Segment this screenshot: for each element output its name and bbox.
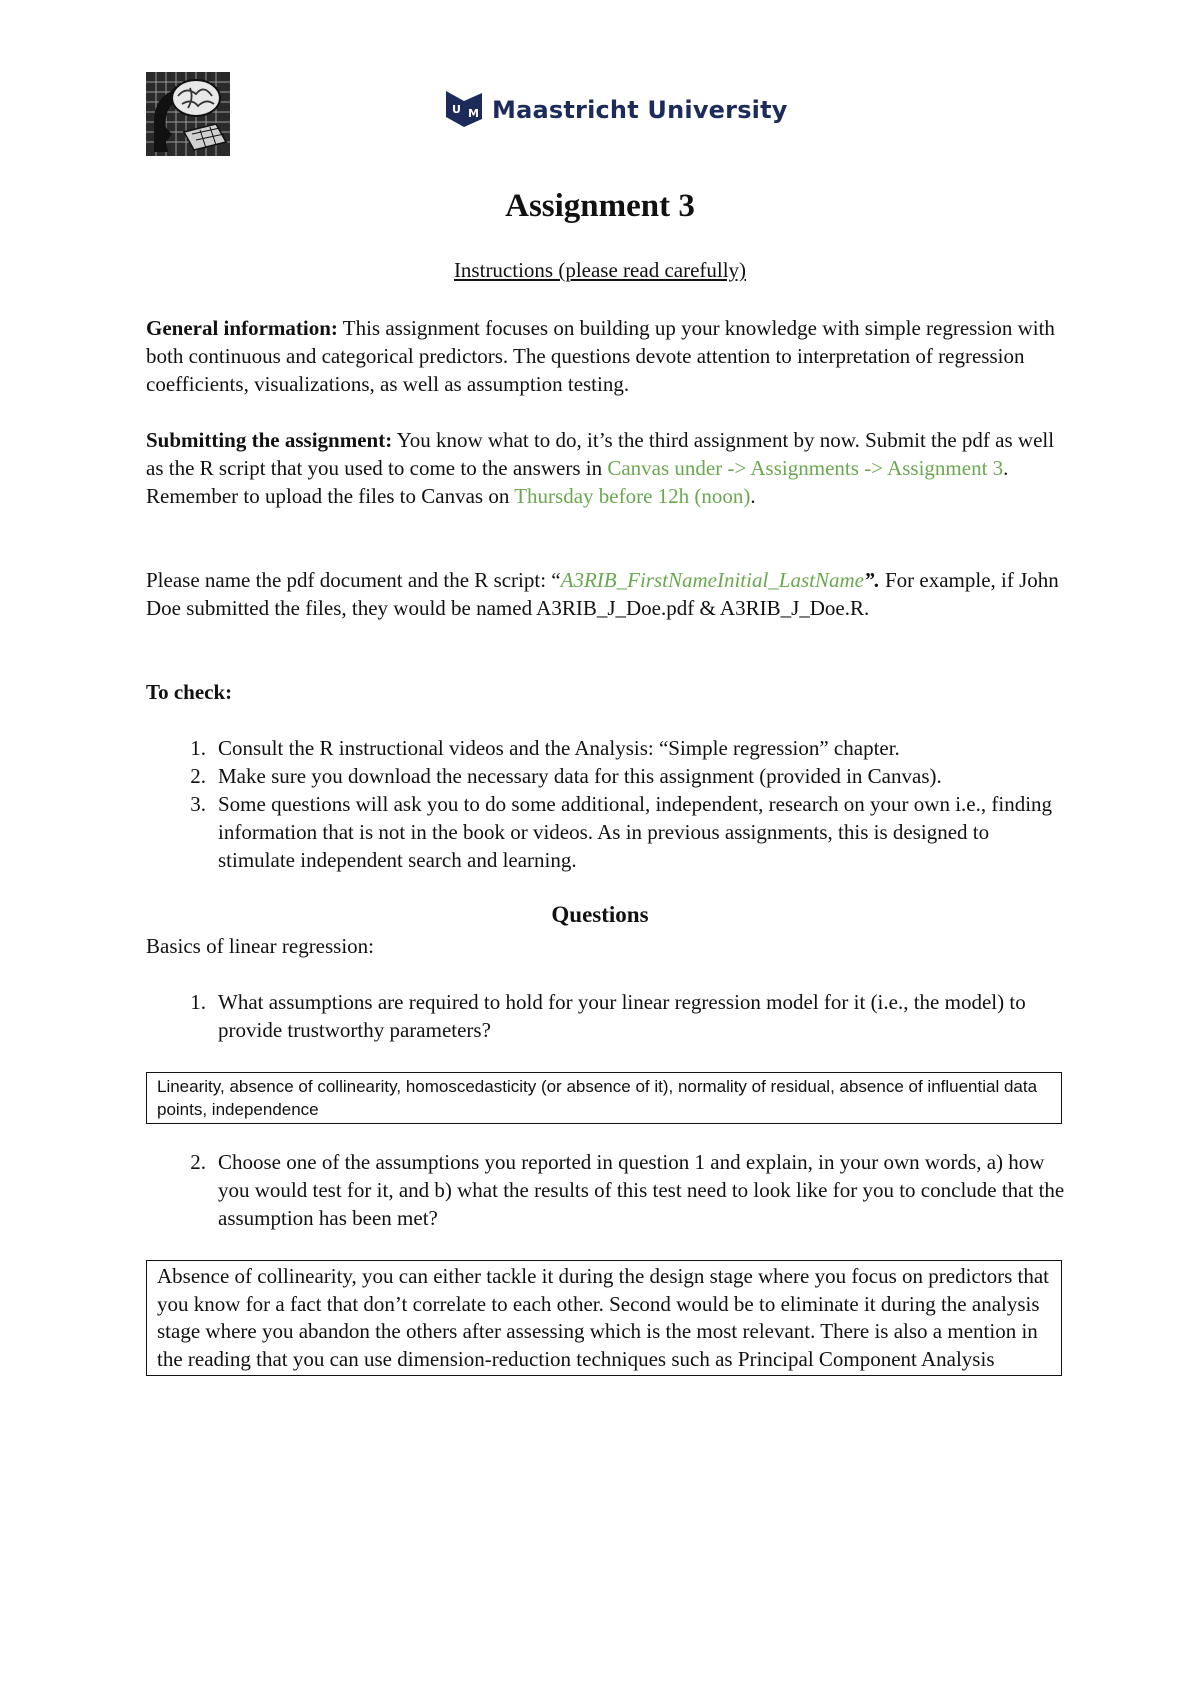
question-number: 1. (190, 990, 206, 1014)
question-text: Choose one of the assumptions you reported in question 1 and explain, in your own words, a) how you would test for it, and b) what the results of this test need to look like for you to conclude that the assumption has been met? (218, 1150, 1065, 1230)
naming-text: Please name the pdf document and the R script: “ (146, 568, 561, 592)
list-item-text: Make sure you download the necessary data for this assignment (provided in Canvas). (218, 764, 942, 788)
to-check-label: To check: (146, 680, 233, 704)
list-item-number: 3. (190, 792, 206, 816)
list-item-number: 2. (190, 764, 206, 788)
answer-2-box[interactable]: Absence of collinearity, you can either tackle it during the design stage where you focus on predictors that you know for a fact that don’t correlate to each other. Second would be to eliminate it during the analysis stage where you abandon the others after assessing which is the most relevant. There is also a mention in the reading that you can use dimension-reduction techniques such as Principal Component Analysis (146, 1260, 1062, 1376)
naming-quote-end: ”. (863, 568, 880, 592)
deadline-text: Thursday before 12h (noon) (514, 484, 751, 508)
question-1 (146, 988, 1066, 1044)
question-2 (146, 1148, 1066, 1232)
questions-heading: Questions (551, 902, 649, 927)
section-title: Basics of linear regression: (146, 934, 375, 958)
university-logo (444, 88, 788, 132)
submitting-text-3: . (750, 484, 756, 508)
list-item-text: Some questions will ask you to do some additional, independent, research on your own i.e., finding information that is not in the book or videos. As in previous assignments, this is designed to stimulate independent search and learning. (218, 792, 1053, 872)
submitting-text-2: . Remember to upload the files to Canvas on (146, 456, 1009, 508)
brain-logo-icon (146, 72, 230, 156)
svg-text:U: U (452, 103, 461, 116)
file-name-format: A3RIB_FirstNameInitial_LastName (560, 568, 864, 592)
general-information-text: This assignment focuses on building up your knowledge with simple regression with both continuous and categorical predictors. The questions devote attention to interpretation of regression coefficients, visualizations, as well as assumption testing. (146, 316, 1055, 396)
canvas-location-link[interactable]: Canvas under -> Assignments -> Assignment 3 (607, 456, 1004, 480)
answer-1-box[interactable]: Linearity, absence of collinearity, homoscedasticity (or absence of it), normality of residual, absence of influential data points, independence (146, 1072, 1062, 1124)
to-check-list (146, 734, 1066, 874)
question-number: 2. (190, 1150, 206, 1174)
list-item (146, 762, 1066, 790)
submitting-label: Submitting the assignment: (146, 428, 393, 452)
um-logo-icon (444, 87, 484, 133)
svg-text:M: M (468, 107, 479, 120)
general-information-paragraph (146, 314, 1066, 398)
instructions-subtitle: Instructions (please read carefully) (453, 258, 747, 282)
question-text: What assumptions are required to hold for your linear regression model for it (i.e., the model) to provide trustworthy parameters? (218, 990, 1026, 1042)
to-check-heading (146, 678, 1066, 706)
list-item (146, 790, 1066, 874)
page-title: Assignment 3 (505, 188, 695, 224)
general-information-label: General information: (146, 316, 338, 340)
list-item-number: 1. (190, 736, 206, 760)
list-item (146, 734, 1066, 762)
submitting-text: You know what to do, it’s the third assignment by now. Submit the pdf as well as the R script that you used to come to the answers in (146, 428, 1055, 480)
submitting-paragraph (146, 426, 1066, 510)
naming-example-text: For example, if John Doe submitted the files, they would be named A3RIB_J_Doe.pdf & A3RIB_J_Doe.R. (146, 568, 1059, 620)
university-name: Maastricht University (492, 96, 788, 124)
naming-paragraph (146, 566, 1066, 622)
list-item-text: Consult the R instructional videos and the Analysis: “Simple regression” chapter. (218, 736, 900, 760)
